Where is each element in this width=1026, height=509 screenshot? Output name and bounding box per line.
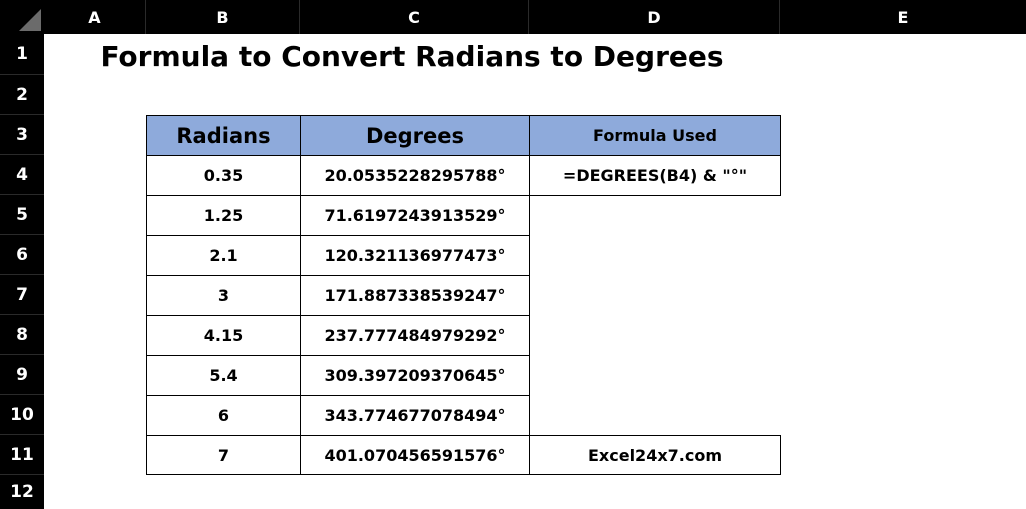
column-header-c[interactable]: C xyxy=(300,0,529,34)
formula-cell[interactable]: =DEGREES(B4) & "°" xyxy=(529,155,781,196)
degrees-cell[interactable]: 237.777484979292° xyxy=(300,315,530,356)
degrees-cell[interactable]: 309.397209370645° xyxy=(300,355,530,396)
row-header-6[interactable]: 6 xyxy=(0,235,44,275)
sheet-title[interactable]: Formula to Convert Radians to Degrees xyxy=(100,39,724,73)
degrees-cell[interactable]: 343.774677078494° xyxy=(300,395,530,436)
degrees-cell[interactable]: 20.0535228295788° xyxy=(300,155,530,196)
row-header-10[interactable]: 10 xyxy=(0,395,44,435)
row-header-7[interactable]: 7 xyxy=(0,275,44,315)
radians-cell[interactable]: 0.35 xyxy=(146,155,301,196)
degrees-cell[interactable]: 171.887338539247° xyxy=(300,275,530,316)
row-header-11[interactable]: 11 xyxy=(0,435,44,475)
radians-cell[interactable]: 7 xyxy=(146,435,301,475)
header-radians[interactable]: Radians xyxy=(146,115,301,156)
row-header-8[interactable]: 8 xyxy=(0,315,44,355)
row-header-5[interactable]: 5 xyxy=(0,195,44,235)
select-all-corner[interactable] xyxy=(0,0,44,34)
select-all-triangle-icon xyxy=(19,9,41,31)
radians-cell[interactable]: 3 xyxy=(146,275,301,316)
watermark-cell[interactable]: Excel24x7.com xyxy=(529,435,781,475)
row-header-2[interactable]: 2 xyxy=(0,75,44,115)
column-header-d[interactable]: D xyxy=(529,0,780,34)
column-header-e[interactable]: E xyxy=(780,0,1026,34)
column-header-b[interactable]: B xyxy=(146,0,300,34)
header-formula-used[interactable]: Formula Used xyxy=(529,115,781,156)
row-header-1[interactable]: 1 xyxy=(0,34,44,75)
degrees-cell[interactable]: 71.6197243913529° xyxy=(300,195,530,236)
radians-cell[interactable]: 6 xyxy=(146,395,301,436)
radians-cell[interactable]: 4.15 xyxy=(146,315,301,356)
radians-cell[interactable]: 2.1 xyxy=(146,235,301,276)
row-header-12[interactable]: 12 xyxy=(0,475,44,509)
header-degrees[interactable]: Degrees xyxy=(300,115,530,156)
row-header-9[interactable]: 9 xyxy=(0,355,44,395)
row-header-3[interactable]: 3 xyxy=(0,115,44,155)
row-header-4[interactable]: 4 xyxy=(0,155,44,195)
radians-cell[interactable]: 5.4 xyxy=(146,355,301,396)
degrees-cell[interactable]: 120.321136977473° xyxy=(300,235,530,276)
radians-cell[interactable]: 1.25 xyxy=(146,195,301,236)
column-header-a[interactable]: A xyxy=(44,0,146,34)
degrees-cell[interactable]: 401.070456591576° xyxy=(300,435,530,475)
